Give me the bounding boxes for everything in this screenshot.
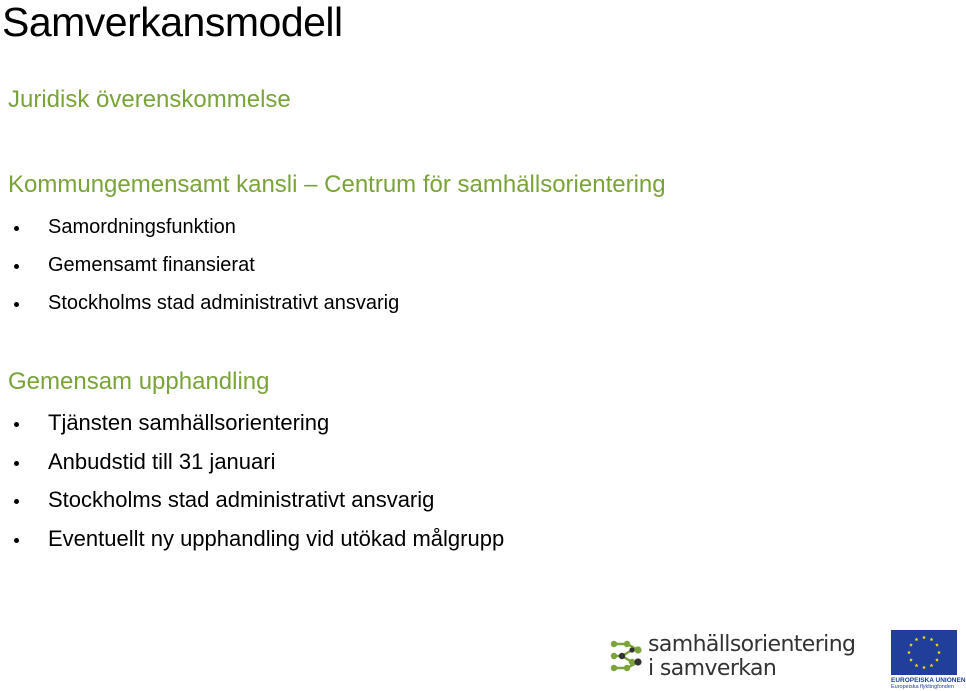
eu-stars (891, 630, 957, 675)
bullet-icon (14, 422, 19, 427)
samhallsorientering-logo (610, 632, 872, 682)
star-icon (915, 663, 919, 667)
list-item-text: Anbudstid till 31 januari (48, 448, 276, 474)
logo-line2: i samverkan (648, 656, 777, 681)
star-icon (930, 663, 934, 667)
heading-legal-agreement: Juridisk överenskommelse (8, 86, 291, 113)
list-item (0, 404, 504, 443)
star-icon (922, 666, 926, 670)
logo-line1: samhällsorientering (648, 632, 856, 657)
list-item (0, 481, 504, 520)
office-bullet-list (0, 208, 399, 322)
bullet-icon (14, 226, 19, 231)
list-item (0, 443, 504, 482)
star-icon (922, 636, 926, 640)
star-icon (915, 638, 919, 642)
list-item (0, 246, 399, 284)
list-item-text: Stockholms stad administrativt ansvarig (48, 487, 435, 512)
list-item-text: Samordningsfunktion (48, 216, 236, 238)
list-item (0, 284, 399, 322)
procurement-bullet-list (0, 404, 504, 558)
star-icon (909, 643, 913, 647)
eu-flag-icon (891, 630, 957, 675)
list-item-text: Eventuellt ny upphandling vid utökad målgrupp (48, 525, 505, 551)
connected-dots-icon (610, 636, 644, 676)
eu-caption-union: EUROPEISKA UNIONEN (891, 677, 966, 684)
star-icon (907, 651, 911, 655)
star-icon (930, 638, 934, 642)
star-icon (935, 658, 939, 662)
eu-logo (891, 630, 966, 691)
star-icon (935, 643, 939, 647)
list-item-text: Stockholms stad administrativt ansvarig (48, 292, 400, 314)
heading-joint-office: Kommungemensamt kansli – Centrum för samhällsorientering (8, 171, 666, 198)
star-icon (909, 658, 913, 662)
bullet-icon (14, 538, 19, 543)
heading-joint-procurement: Gemensam upphandling (8, 368, 270, 395)
list-item (0, 208, 399, 246)
bullet-icon (14, 264, 19, 269)
bullet-icon (14, 499, 19, 504)
star-icon (937, 651, 941, 655)
list-item-text: Gemensamt finansierat (48, 254, 255, 276)
eu-caption-fund: Europeiska flyktingfonden (891, 684, 954, 690)
list-item-text: Tjänsten samhällsorientering (48, 410, 330, 435)
bullet-icon (14, 461, 19, 466)
list-item (0, 520, 504, 559)
page-title: Samverkansmodell (2, 0, 343, 45)
bullet-icon (14, 302, 19, 307)
